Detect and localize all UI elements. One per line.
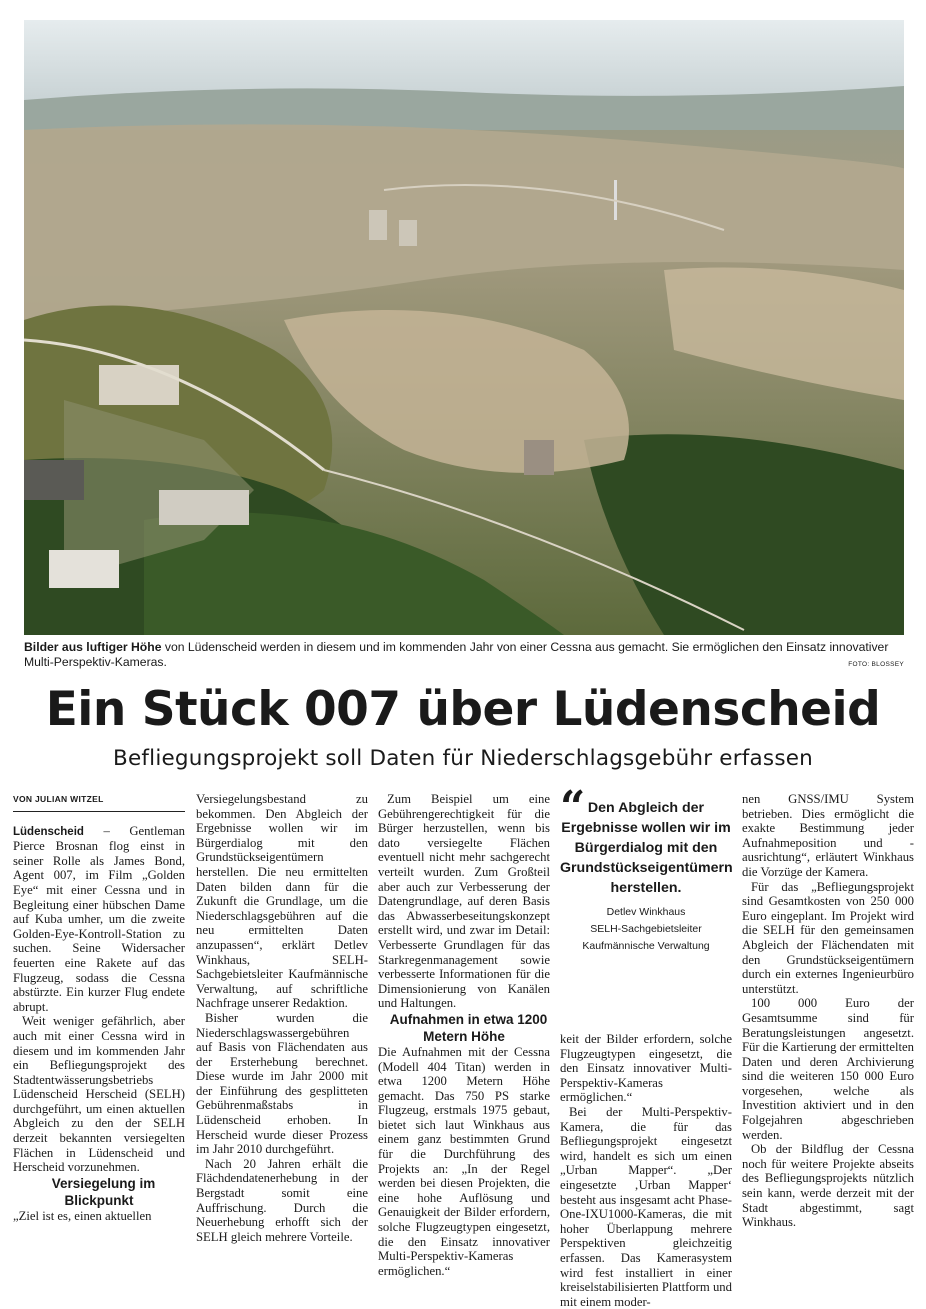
photo-credit: FOTO: BLOSSEY	[848, 661, 904, 668]
paragraph: keit der Bilder erfordern, solche Flugzeugtypen eingesetzt, die den Einsatz innovativer Multi-Perspektiv-Kameras ermöglichen.“	[560, 1032, 732, 1105]
quote-text: Den Abgleich der Ergebnisse wollen wir im Bürgerdialog mit den Grundstückseigentümern herstellen.	[560, 800, 733, 896]
paragraph: Bisher wurden die Niederschlagswassergebühren auf Basis von Flächendaten aus der Ersterhebung berechnet. Diese wurde im Jahr 2000 mit der Einführung des gesplitteten Gebührenmaßstabs in Lüdenscheid erhoben. In Herscheid wurde dieser Prozess im Jahr 2010 durchgeführt.	[196, 1010, 368, 1157]
aerial-photo	[24, 20, 904, 635]
caption-lead: Bilder aus luftiger Höhe	[24, 640, 162, 654]
intertitle: Versiegelung im Blickpunkt	[51, 1175, 156, 1208]
paragraph: Die Aufnahmen mit der Cessna (Modell 404 Titan) werden in etwa 1200 Metern Höhe gemacht. Das 750 PS starke Flugzeug, erstmals 1975 gebaut, bietet sich laut Winkhaus aus einem ganz bestimmten Grund für die Durchführung des Projekts an: „In der Regel werden bei diesen Projekten, die eine hohe Auflösung und Genauigkeit der Bilder erfordern, solche Flugzeugtypen eingesetzt, die den Einsatz innovativer Multi-Perspektiv-Kameras ermöglichen.“	[378, 1044, 550, 1278]
paragraph: nen GNSS/IMU System betrieben. Dies ermöglicht die exakte Bestimmung jeder Aufnahmeposition und -ausrichtung“, erläutert Winkhaus die Vorzüge der Kamera.	[742, 792, 914, 879]
paragraph: Für das „Befliegungsprojekt sind Gesamtkosten von 250 000 Euro eingeplant. Im Projekt wird die SELH für den gemeinsamen Abgleich der Flächendaten mit den Grundstückseigentümern durch ein externes Ingenieurbüro unterstützt.	[742, 879, 914, 996]
dateline: Lüdenscheid	[13, 825, 84, 838]
paragraph: Versiegelungsbestand zu bekommen. Den Abgleich der Ergebnisse wollen wir im Bürgerdialog mit den Grundstückseigentümern herstellen. Die neu ermittelten Daten bilden dann für die Zukunft die Grundlage, um die Niederschlagsgebühren auf die neu ermittelten Daten anzupassen“, erklärt Detlev Winkhaus, SELH-Sachgebietsleiter Kaufmännische Verwaltung, auf schriftliche Nachfrage unserer Redaktion.	[196, 792, 368, 1011]
pull-quote	[560, 782, 733, 955]
intertitle: Aufnahmen in etwa 1200 Metern Höhe	[389, 1011, 548, 1044]
paragraph: Weit weniger gefährlich, aber auch mit einer Cessna wird in diesem und im kommenden Jahr ein Befliegungsprojekt des Stadtentwässerungsbetriebs Lüdenscheid Herscheid (SELH) durchgeführt, um einen aktuellen Abgleich zu den der SELH derzeit bekannten versiegelten Flächen in Lüdenscheid und Herscheid vorzunehmen.	[13, 1014, 185, 1175]
article-column-3	[378, 792, 550, 1278]
article-column-2	[196, 792, 368, 1244]
paragraph: „Ziel ist es, einen aktuellen	[13, 1208, 152, 1223]
quote-author: Detlev Winkhaus SELH-Sachgebietsleiter Kaufmännische Verwaltung	[582, 906, 710, 952]
article-column-5	[742, 792, 914, 1230]
paragraph: Ob der Bildflug der Cessna noch für weitere Projekte abseits des Befliegungsprojekts nützlich sein kann, werde derzeit mit der Stadt abgestimmt, sagt Winkhaus.	[742, 1142, 914, 1230]
photo-caption	[24, 640, 904, 670]
article-column-1	[13, 792, 185, 1223]
paragraph: Nach 20 Jahren erhält die Flächdendatenerhebung in der Bergstadt somit eine Auffrischung. Durch die Neuerhebung erhofft sich der SELH gleich mehrere Vorteile.	[196, 1156, 368, 1244]
paragraph: 100 000 Euro der Gesamtsumme sind für Beratungsleistungen angesetzt. Für die Kartierung der ermittelten Daten und deren Archivierung sind die weiteren 150 000 Euro vorgesehen, welche als Investition aktiviert und in den Folgejahren abgeschrieben werden.	[742, 996, 914, 1142]
paragraph: Lüdenscheid – Gentleman Pierce Brosnan flog einst in seiner Rolle als James Bond, Agent 007, im Film „Golden Eye“ mit einer Cessna und in Begleitung einer hübschen Dame auf Kuba umher, um die zweite Golden-Eye-Kontroll-Station zu suchen. Seine Widersacher feuerten eine Rakete auf das Flugzeug, sodass die Cessna abstürzte. Ein kurzer Flug endete abrupt.	[13, 823, 185, 1014]
paragraph: Bei der Multi-Perspektiv-Kamera, die für das Befliegungsprojekt eingesetzt wird, handelt es sich um einen „Urban Mapper“. „Der eingesetzte ‚Urban Mapper‘ besteht aus insgesamt acht Phase-One-IXU1000-Kameras, die mit hoher Überlappung mehrere Perspektiven gleichzeitig erfassen. Das Kamerasystem wird fest installiert in einer kreiselstabilisierten Plattform und mit einem moder-	[560, 1104, 732, 1309]
paragraph: Zum Beispiel um eine Gebührengerechtigkeit für die Bürger herzustellen, wenn bis dato versiegelte Flächen eventuell nicht mehr sachgerecht verteilt wurden. Zum Großteil aber auch zur Verbesserung der Datengrundlage, auf deren Basis das Abwasserbeseitungskonzept erstellt wird, und zwar im Detail: Verbesserte Grundlagen für das Starkregenmanagement sowie verbesserte Informationen für die Dimensionierung von Kanälen und Haltungen.	[378, 792, 550, 1011]
subheadline: Befliegungsprojekt soll Daten für Niederschlagsgebühr erfassen	[113, 746, 813, 771]
headline: Ein Stück 007 über Lüdenscheid	[45, 682, 881, 737]
byline: VON JULIAN WITZEL	[13, 792, 185, 812]
article-column-4	[560, 1032, 732, 1309]
caption-text: von Lüdenscheid werden in diesem und im kommenden Jahr von einer Cessna aus gemacht. Sie ermöglichen den Einsatz innovativer Multi-Perspektiv-Kameras.	[24, 640, 889, 669]
quote-mark-icon: “	[560, 782, 586, 833]
